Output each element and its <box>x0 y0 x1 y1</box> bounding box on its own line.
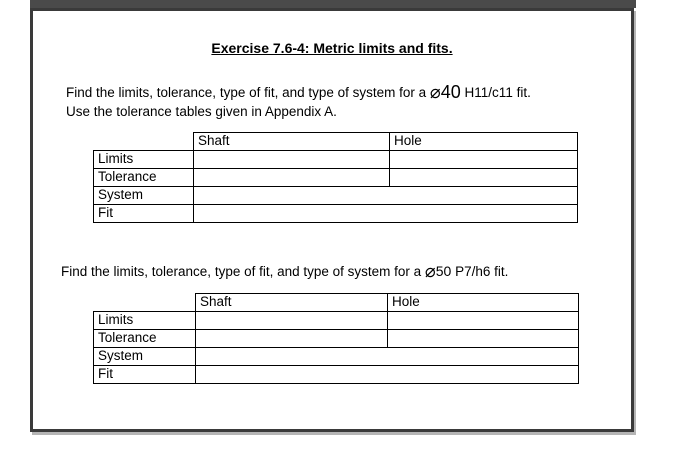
problem-1-answer-table <box>93 132 578 223</box>
problem-2-prefix: Find the limits, tolerance, type of fit, and type of system for a <box>61 264 425 279</box>
hole-limits-cell[interactable] <box>390 151 578 169</box>
system-label: System <box>94 187 194 205</box>
fit-label: Fit <box>94 205 194 223</box>
table-header-row <box>94 133 578 151</box>
problem-2-size: 50 <box>435 263 452 279</box>
hole-limits-cell[interactable] <box>388 312 579 330</box>
shaft-limits-cell[interactable] <box>194 151 390 169</box>
limits-label: Limits <box>94 312 196 330</box>
fit-cell[interactable] <box>196 366 579 384</box>
hole-tolerance-cell[interactable] <box>388 330 579 348</box>
table-corner-cell <box>94 294 196 312</box>
problem-2-designation: P7/h6 fit. <box>451 264 509 279</box>
tolerance-label: Tolerance <box>94 330 196 348</box>
shaft-tolerance-cell[interactable] <box>194 169 390 187</box>
hole-header: Hole <box>390 133 578 151</box>
table-row <box>94 187 578 205</box>
tolerance-label: Tolerance <box>94 169 194 187</box>
limits-label: Limits <box>94 151 194 169</box>
table-corner-cell <box>94 133 194 151</box>
hole-header: Hole <box>388 294 579 312</box>
table-row <box>94 312 579 330</box>
table-row <box>94 151 578 169</box>
table-row <box>94 366 579 384</box>
problem-2-text <box>61 262 508 281</box>
shaft-limits-cell[interactable] <box>196 312 388 330</box>
problem-1-designation: H11/c11 fit. <box>460 85 531 100</box>
exercise-title: Exercise 7.6-4: Metric limits and fits. <box>211 40 453 56</box>
exercise-page <box>30 8 634 432</box>
document-top-bar <box>30 0 636 8</box>
table-row <box>94 169 578 187</box>
table-header-row <box>94 294 579 312</box>
fit-label: Fit <box>94 366 196 384</box>
table-row <box>94 348 579 366</box>
table-row <box>94 330 579 348</box>
fit-cell[interactable] <box>194 205 578 223</box>
problem-2-answer-table <box>93 293 579 384</box>
shaft-header: Shaft <box>194 133 390 151</box>
hole-tolerance-cell[interactable] <box>390 169 578 187</box>
system-cell[interactable] <box>194 187 578 205</box>
shaft-tolerance-cell[interactable] <box>196 330 388 348</box>
system-label: System <box>94 348 196 366</box>
diameter-symbol: ⌀ <box>429 82 441 102</box>
shaft-header: Shaft <box>196 294 388 312</box>
diameter-symbol: ⌀ <box>424 261 436 281</box>
problem-1-prefix: Find the limits, tolerance, type of fit, and type of system for a <box>66 85 430 100</box>
system-cell[interactable] <box>196 348 579 366</box>
problem-1-instructions: Use the tolerance tables given in Appendix A. <box>66 104 337 119</box>
problem-1-size: 40 <box>440 82 461 102</box>
problem-1-text <box>66 83 531 121</box>
table-row <box>94 205 578 223</box>
